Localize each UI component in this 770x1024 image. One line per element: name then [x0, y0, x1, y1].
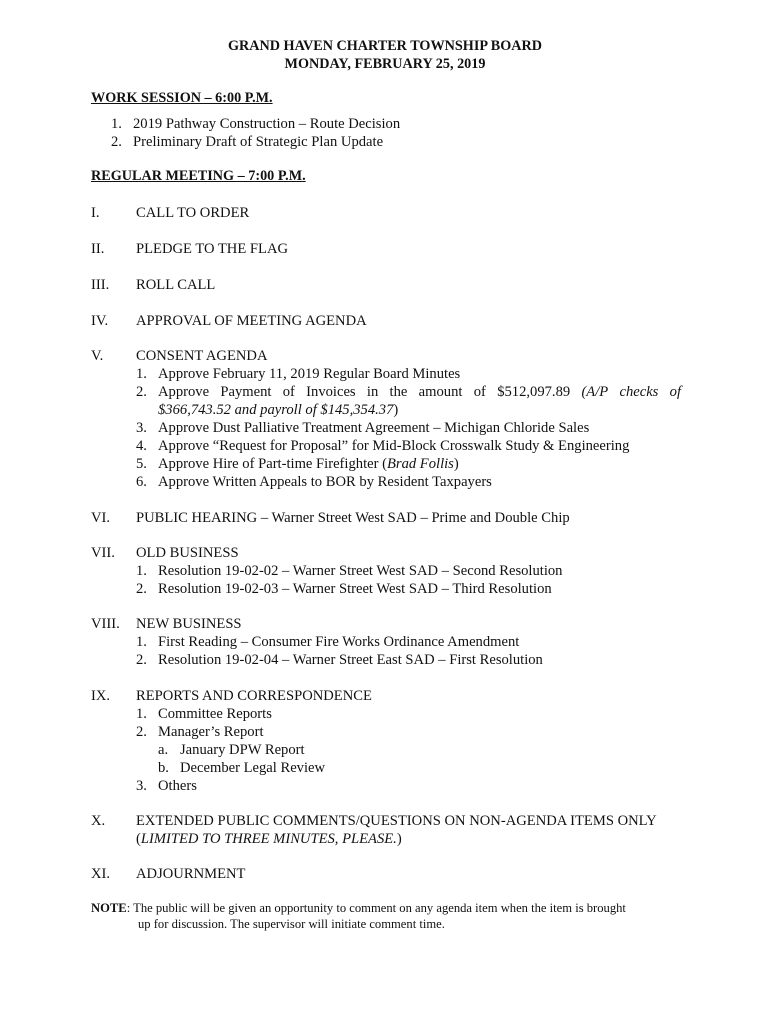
item-text-close: ) [453, 456, 459, 472]
section-numeral: II. [91, 241, 105, 257]
section-numeral: VIII. [91, 616, 120, 632]
section-numeral: IV. [91, 313, 109, 329]
item-number: 1. [136, 366, 147, 382]
agenda-subitem-number [136, 383, 158, 401]
agenda-subitem [136, 580, 552, 598]
section-numeral: I. [91, 205, 100, 221]
item-number: 2. [136, 384, 147, 400]
word: of [669, 384, 681, 400]
section-numeral: XI. [91, 866, 111, 882]
section-numeral: V. [91, 348, 104, 364]
agenda-subitem [136, 365, 460, 383]
agenda-subitem [136, 723, 264, 741]
note-line-1 [91, 900, 691, 916]
section-title: ROLL CALL [136, 277, 216, 293]
agenda-subitem [136, 633, 519, 651]
invoice-line-2: $366,743.52 and payroll of $145,354.37) [158, 402, 399, 418]
item-text: Approve Hire of Part-time Firefighter ( [158, 456, 387, 472]
item-text: Manager’s Report [158, 724, 264, 740]
word: Payment [220, 384, 272, 400]
agenda-subitem [136, 705, 272, 723]
section-title: PLEDGE TO THE FLAG [136, 241, 289, 257]
section-title: ADJOURNMENT [136, 866, 246, 882]
section-title: EXTENDED PUBLIC COMMENTS/QUESTIONS ON NON-AGENDA ITEMS ONLY [136, 813, 657, 829]
invoice-line-1 [158, 383, 681, 401]
agenda-subsubitem [158, 759, 325, 777]
work-session-item [111, 133, 383, 151]
work-session-item [111, 115, 400, 133]
agenda-subitem [136, 562, 562, 580]
section-numeral: X. [91, 813, 106, 829]
word: checks [619, 384, 659, 400]
section-title: CONSENT AGENDA [136, 348, 268, 364]
item-number: 2. [111, 134, 122, 150]
word: in [366, 384, 379, 400]
item-text: Approve Dust Palliative Treatment Agreement – Michigan Chloride Sales [158, 420, 590, 436]
item-text: Others [158, 778, 197, 794]
agenda-subitem [136, 777, 197, 795]
firefighter-name: Brad Follis [386, 456, 454, 472]
item-number: 1. [136, 563, 147, 579]
footer-note [91, 900, 691, 932]
item-number: 2. [136, 724, 147, 740]
word: (A/P [581, 384, 609, 400]
document-header [0, 37, 770, 73]
section-numeral: VI. [91, 510, 111, 526]
item-text: 2019 Pathway Construction – Route Decision [133, 116, 401, 132]
item-number: 3. [136, 420, 147, 436]
section-title: PUBLIC HEARING – Warner Street West SAD – Prime and Double Chip [136, 510, 570, 526]
word: of [473, 384, 486, 400]
item-text: Resolution 19-02-02 – Warner Street West SAD – Second Resolution [158, 563, 563, 579]
item-text: Committee Reports [158, 706, 272, 722]
agenda-subitem [136, 455, 459, 473]
word: amount [418, 384, 463, 400]
regular-meeting-heading: REGULAR MEETING – 7:00 P.M. [91, 168, 306, 184]
item-number: 3. [136, 778, 147, 794]
item-number: 5. [136, 456, 147, 472]
item-text: Resolution 19-02-03 – Warner Street West SAD – Third Resolution [158, 581, 552, 597]
item-number: 1. [136, 634, 147, 650]
note-line-2: up for discussion. The supervisor will initiate comment time. [138, 917, 445, 931]
time-limit-note: LIMITED TO THREE MINUTES, PLEASE. [140, 831, 397, 847]
document-title: GRAND HAVEN CHARTER TOWNSHIP BOARD [227, 38, 543, 54]
section-numeral: III. [91, 277, 110, 293]
item-text: Resolution 19-02-04 – Warner Street East SAD – First Resolution [158, 652, 543, 668]
section-title: REPORTS AND CORRESPONDENCE [136, 688, 372, 704]
note-text: : The public will be given an opportunity to comment on any agenda item when the item is brought [126, 901, 626, 915]
word: the [389, 384, 408, 400]
item-letter: b. [158, 760, 169, 776]
item-number: 2. [136, 652, 147, 668]
word: $512,097.89 [497, 384, 571, 400]
agenda-subitem [136, 437, 629, 455]
item-text: Preliminary Draft of Strategic Plan Update [133, 134, 384, 150]
payroll-detail: $366,743.52 and payroll of $145,354.37 [158, 402, 394, 418]
item-text: January DPW Report [180, 742, 305, 758]
item-text: December Legal Review [180, 760, 326, 776]
item-number: 4. [136, 438, 147, 454]
document-date: MONDAY, FEBRUARY 25, 2019 [284, 56, 486, 72]
section-title: APPROVAL OF MEETING AGENDA [136, 313, 367, 329]
word: of [282, 384, 295, 400]
item-letter: a. [158, 742, 169, 758]
item-number: 2. [136, 581, 147, 597]
item-number: 1. [136, 706, 147, 722]
item-text: Approve Written Appeals to BOR by Resident Taxpayers [158, 474, 492, 490]
section-numeral: IX. [91, 688, 111, 704]
section-title: NEW BUSINESS [136, 616, 242, 632]
word: Invoices [306, 384, 356, 400]
invoice-payment-item [158, 383, 681, 419]
agenda-subitem [136, 473, 492, 491]
note-label: NOTE [91, 901, 127, 915]
agenda-subitem [136, 651, 543, 669]
word: Approve [158, 384, 210, 400]
section-title-continued: (LIMITED TO THREE MINUTES, PLEASE.) [136, 831, 402, 847]
item-number: 6. [136, 474, 147, 490]
work-session-heading: WORK SESSION – 6:00 P.M. [91, 90, 273, 106]
agenda-subitem [136, 419, 589, 437]
item-text: Approve “Request for Proposal” for Mid-Block Crosswalk Study & Engineering [158, 438, 630, 454]
item-text: Approve February 11, 2019 Regular Board Minutes [158, 366, 461, 382]
section-title: CALL TO ORDER [136, 205, 250, 221]
item-text: First Reading – Consumer Fire Works Ordinance Amendment [158, 634, 520, 650]
section-title: OLD BUSINESS [136, 545, 239, 561]
item-number: 1. [111, 116, 122, 132]
section-numeral: VII. [91, 545, 115, 561]
agenda-subsubitem [158, 741, 305, 759]
